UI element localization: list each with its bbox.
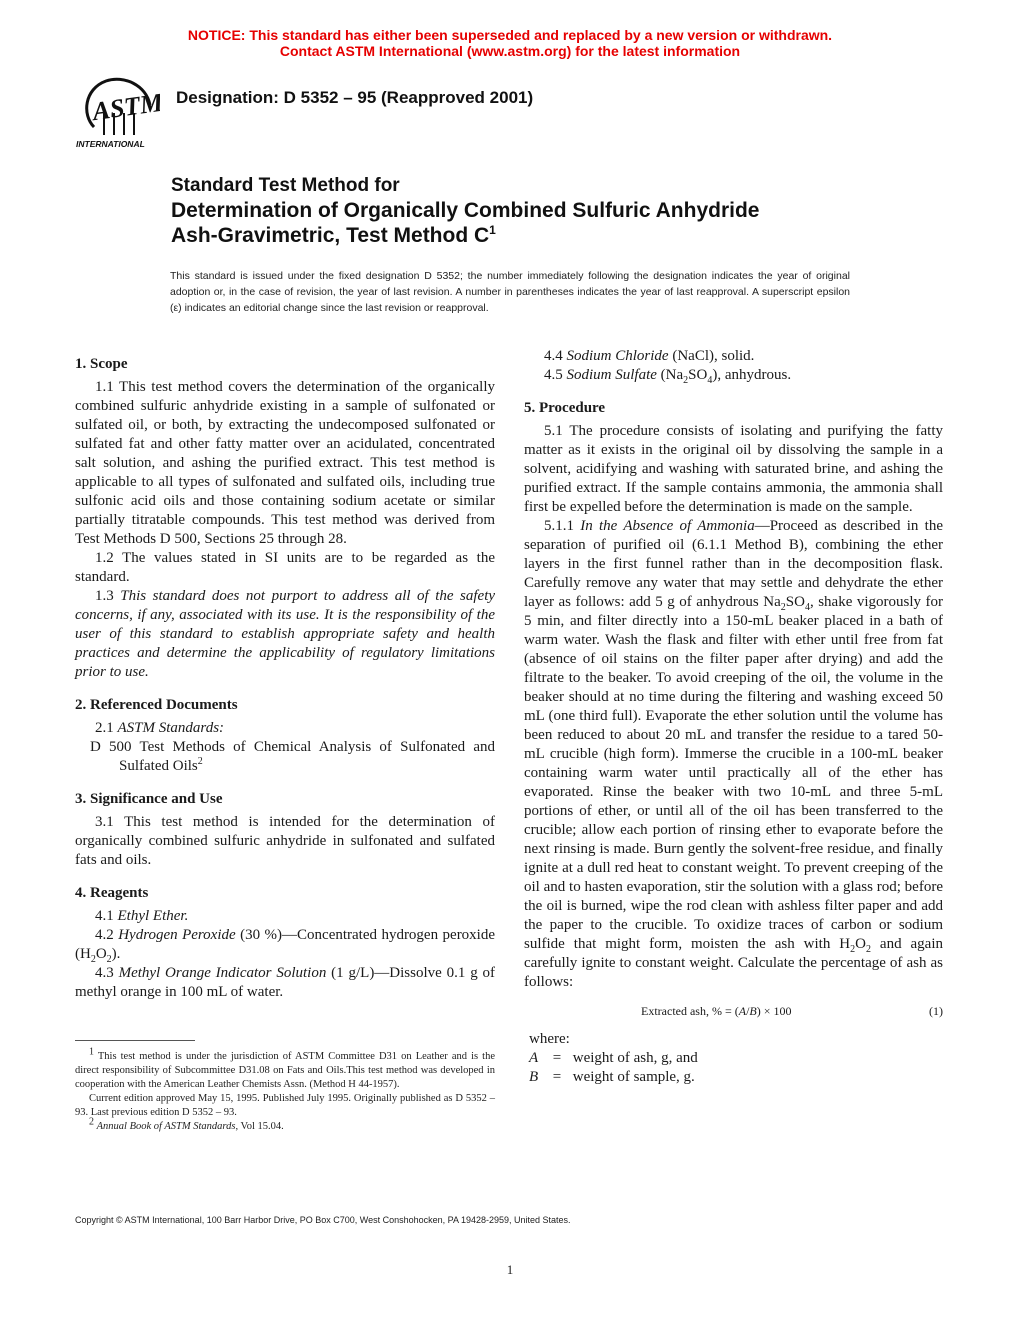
paragraph-2-1-title: ASTM Standards: xyxy=(117,720,225,736)
paragraph-5-1-1-sub-3: 2 xyxy=(850,944,856,955)
equation-1 xyxy=(524,998,943,1020)
reference-d500-mark: 2 xyxy=(197,756,203,767)
paragraph-3-1: 3.1 This test method is intended for the determination of organically combined sulfuric anhydride in sulfonated and sulfated fats and oils. xyxy=(75,814,495,868)
paragraph-4-5 xyxy=(524,366,943,385)
equation-1-number: (1) xyxy=(929,1004,943,1018)
paragraph-5-1-1-text-b: SO xyxy=(785,594,805,610)
paragraph-5-1-1-text-d: O xyxy=(855,936,866,952)
notice-line-2: Contact ASTM International (www.astm.org) for the latest information xyxy=(279,43,741,59)
withdrawal-notice xyxy=(0,27,1020,59)
paragraph-4-4 xyxy=(524,347,943,366)
paragraph-4-2-text-a: (30 %)—Concentrated hydrogen peroxide (H xyxy=(75,927,496,962)
astm-logo-icon xyxy=(72,75,160,153)
notice-line-1: NOTICE: This standard has either been superseded and replaced by a new version or withdrawn. xyxy=(187,27,833,43)
paragraph-4-5-text-a: (Na xyxy=(660,367,684,383)
paragraph-5-1-1-text-a: —Proceed as described in the separation of purified oil (6.1.1 Method B), combining the ether layers in the first funnel rather than in the decomposition flask. Carefully remove any water that may settle and dehydrate the ether layer as follows: add 5 g of anhydrous Na xyxy=(524,518,943,610)
reference-d500 xyxy=(75,738,495,776)
paragraph-4-4-number: 4.4 xyxy=(544,348,563,364)
paragraph-5-1-1-title: In the Absence of Ammonia xyxy=(580,518,755,534)
footnote-1-edition: Current edition approved May 15, 1995. Published July 1995. Originally published as D 5352 – 93. Last previous edition D 5352 – 93. xyxy=(75,1093,495,1118)
footnote-2 xyxy=(75,1116,495,1134)
where-label: where: xyxy=(529,1031,570,1047)
paragraph-4-1-number: 4.1 xyxy=(95,908,114,924)
section-heading-procedure: 5. Procedure xyxy=(524,400,606,416)
definition-b-equals: = xyxy=(552,1069,562,1085)
paragraph-5-1: 5.1 The procedure consists of isolating and purifying the fatty matter as it exists in the original oil by dissolving the sample in a solvent, acidifying and washing with saturated brine, and ashing the purified extract. If the sample contains ammonia, the ammonia shall first be expelled before the determination is made on the sample. xyxy=(524,423,943,515)
section-heading-reagents: 4. Reagents xyxy=(75,885,149,901)
paragraph-4-4-text: (NaCl), solid. xyxy=(672,348,755,364)
footnote-divider xyxy=(75,1040,195,1041)
paragraph-4-1-name: Ethyl Ether. xyxy=(117,908,189,924)
paragraph-4-2-sub-1: 2 xyxy=(90,954,96,965)
paragraph-4-5-sub-1: 2 xyxy=(683,375,689,386)
paragraph-4-5-text-b: SO xyxy=(688,367,708,383)
paragraph-4-3 xyxy=(75,964,495,1002)
paragraph-2-1-number: 2.1 xyxy=(95,720,114,736)
title-line-2: Determination of Organically Combined Sulfuric Anhydride xyxy=(171,199,760,222)
right-column xyxy=(524,347,943,1087)
title-line-3-text: Ash-Gravimetric, Test Method C xyxy=(171,224,490,247)
logo-mark: ASTM xyxy=(90,87,160,127)
logo-subtitle: INTERNATIONAL xyxy=(76,139,145,149)
page-number: 1 xyxy=(506,1262,514,1277)
paragraph-4-2-number: 4.2 xyxy=(95,927,114,943)
paragraph-1-3-number: 1.3 xyxy=(95,588,114,604)
definition-b-text: weight of sample, g. xyxy=(572,1069,695,1085)
paragraph-5-1-1 xyxy=(524,517,943,992)
paragraph-4-2-text-c: ). xyxy=(111,946,121,962)
reference-d500-text: D 500 Test Methods of Chemical Analysis of Sulfonated and Sulfated Oils xyxy=(90,739,495,774)
paragraph-5-1-1-number: 5.1.1 xyxy=(544,518,574,534)
paragraph-4-5-name: Sodium Sulfate xyxy=(566,367,657,383)
paragraph-5-1-1-text-e: and again carefully ignite to constant weight. Calculate the percentage of ash as follows: xyxy=(524,936,944,990)
paragraph-1-3 xyxy=(75,587,495,682)
equation-1-rhs: ) × 100 xyxy=(756,1004,792,1018)
equation-1-text xyxy=(641,1002,792,1021)
paragraph-5-1-1-text-c: , shake vigorously for 5 min, and filter directly into a 150-mL beaker placed in a bath of warm water. Wash the flask and filter with ether until free from fat (absence of oil stains on the filter paper after drying) and add the filtrate to the beaker. To avoid creeping of the oil, the volume in the beaker should at no time during the filtering and washing exceed 50 mL (one third full). Evaporate the ether solution until the volume has been reduced to about 20 mL and transfer the residue to a tared 50-mL crucible (high form). Immerse the crucible in a 100-mL beaker containing warm water until practically all of the ether has evaporated. Rinse the beaker with two 10-mL and three 5-mL portions of ether, or until all of the oil has been transferred to the crucible; allow each portion of rinsing ether to evaporate before the next rinsing is made. Burn gently the solvent-free residue, and finally ignite at a dull red heat to constant weight. To prevent creeping of the oil and to hasten evaporation, stir the solution with a glass rod; before the oil is burned, wipe the rod clean with ashless filter paper and add the paper to the crucible. To oxidize traces of carbon or sodium sulfide that might form, moisten the ash with H xyxy=(524,594,944,952)
section-heading-refdocs: 2. Referenced Documents xyxy=(75,697,238,713)
paragraph-4-1 xyxy=(75,907,495,926)
title-line-1: Standard Test Method for xyxy=(171,175,400,196)
paragraph-4-3-name: Methyl Orange Indicator Solution xyxy=(118,965,327,981)
footnote-2-title: Annual Book of ASTM Standards xyxy=(96,1121,236,1132)
left-column xyxy=(75,347,495,1002)
paragraph-1-2: 1.2 The values stated in SI units are to be regarded as the standard. xyxy=(75,550,495,585)
equation-1-var-b: B xyxy=(749,1004,757,1018)
astm-logo xyxy=(72,75,160,153)
equation-1-lhs: Extracted ash, % = ( xyxy=(641,1004,739,1018)
paragraph-4-3-number: 4.3 xyxy=(95,965,114,981)
paragraph-4-2-text-b: O xyxy=(95,946,107,962)
paragraph-4-4-name: Sodium Chloride xyxy=(566,348,669,364)
footnote-2-text: , Vol 15.04. xyxy=(235,1121,284,1132)
paragraph-4-5-number: 4.5 xyxy=(544,367,563,383)
footnote-1-text: This test method is under the jurisdiction of ASTM Committee D31 on Leather and is the direct responsibility of Subcommittee D31.08 on Fats and Oils.This test method was developed in cooperation with the American Leather Chemists Assn. (Method H 44-1957). xyxy=(75,1051,495,1090)
paragraph-5-1-1-sub-4: 2 xyxy=(865,944,871,955)
paragraph-4-2 xyxy=(75,926,495,964)
definition-b-symbol: B xyxy=(529,1069,539,1085)
intro-paragraph: This standard is issued under the fixed designation D 5352; the number immediately following the designation indicates the year of original adoption or, in the case of revision, the year of last revision. A number in parentheses indicates the year of last reapproval. A superscript epsilon (ε) indicates an editorial change since the last revision or reapproval. xyxy=(170,270,850,314)
paragraph-4-5-text-c: ), anhydrous. xyxy=(712,367,792,383)
definition-a-symbol: A xyxy=(529,1050,539,1066)
designation: Designation: D 5352 – 95 (Reapproved 2001) xyxy=(176,88,534,107)
title-block xyxy=(171,174,931,248)
paragraph-4-2-name: Hydrogen Peroxide xyxy=(118,927,236,943)
footnote-2-mark: 2 xyxy=(89,1116,94,1128)
paragraph-5-1-1-sub-2: 4 xyxy=(804,602,810,613)
definition-a-text: weight of ash, g, and xyxy=(572,1050,698,1066)
section-heading-significance: 3. Significance and Use xyxy=(75,791,223,807)
paragraph-1-1: 1.1 This test method covers the determination of the organically combined sulfuric anhydride existing in a sample of sulfonated or sulfated oil, or both, by extracting the undecomposed sulfonated or sulfated fat and other fatty matter over an acidulated, concentrated salt solution, and ashing the purified extract. This test method is applicable to all types of sulfonated and sulfated oils, including true sulfonic acid oils and those containing sodium acetate or similar partially titratable compounds. This test method was derived from Test Methods D 500, Sections 25 through 28. xyxy=(75,379,495,547)
equation-1-var-a: A xyxy=(738,1004,747,1018)
footnote-1-mark: 1 xyxy=(89,1046,94,1058)
paragraph-4-2-sub-2: 2 xyxy=(106,954,112,965)
equation-1-slash: / xyxy=(746,1004,750,1018)
paragraph-1-3-text: This standard does not purport to address all of the safety concerns, if any, associated with its use. It is the responsibility of the user of this standard to establish appropriate safety and health practices and determine the applicability of regulatory limitations prior to use. xyxy=(75,588,496,680)
definition-a xyxy=(524,1049,943,1068)
paragraph-4-3-text: (1 g/L)—Dissolve 0.1 g of methyl orange in 100 mL of water. xyxy=(75,965,496,1000)
paragraph-5-1-1-sub-1: 2 xyxy=(780,602,786,613)
definition-a-equals: = xyxy=(552,1050,562,1066)
copyright-line: Copyright © ASTM International, 100 Barr Harbor Drive, PO Box C700, West Conshohocken, PA 19428-2959, United States. xyxy=(75,1215,571,1225)
title-footnote-mark: 1 xyxy=(489,223,496,237)
section-heading-scope: 1. Scope xyxy=(75,356,128,372)
definition-b xyxy=(524,1068,943,1087)
paragraph-4-5-sub-2: 4 xyxy=(707,375,713,386)
paragraph-2-1 xyxy=(75,719,495,738)
footnotes xyxy=(75,1046,495,1134)
title-line-3 xyxy=(171,223,931,248)
footnote-1 xyxy=(75,1046,495,1092)
